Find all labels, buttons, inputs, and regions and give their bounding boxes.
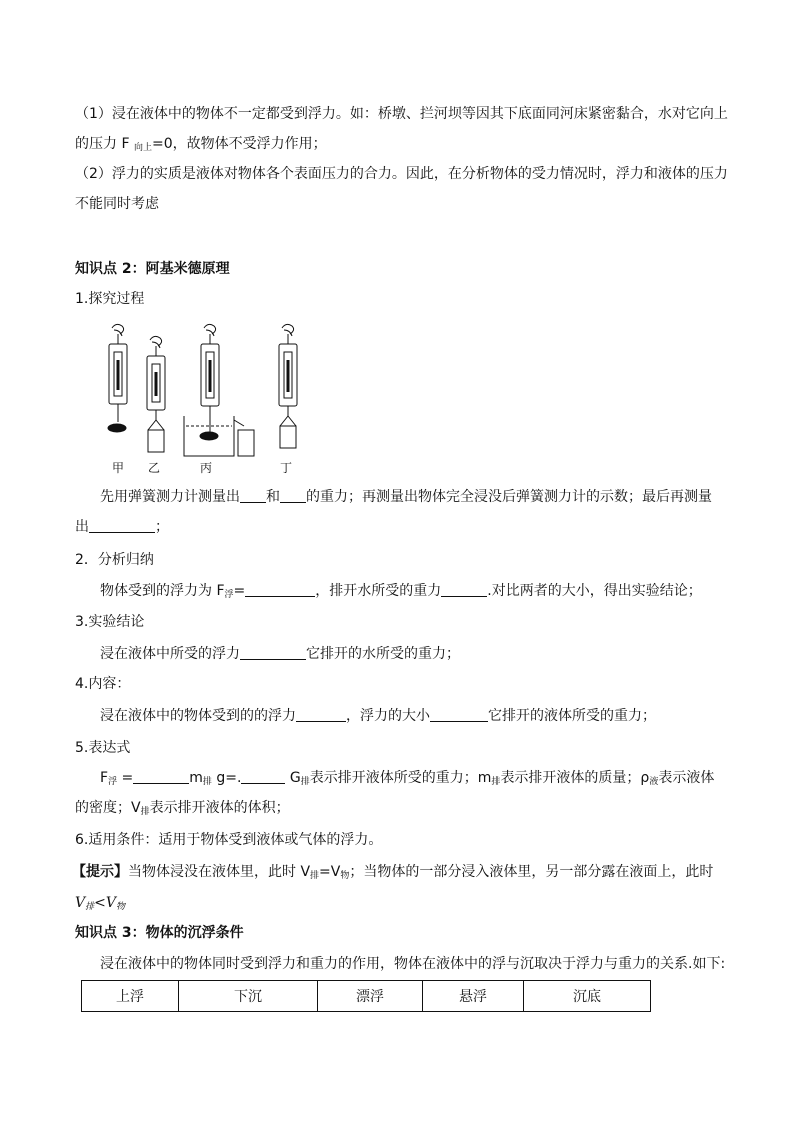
tip-sub: 排: [85, 902, 95, 912]
s5-part: =: [117, 770, 134, 786]
kp2-s5-title: 5.表达式: [75, 740, 131, 756]
figure-label-ding: 丁: [280, 461, 293, 475]
figure-label-bing: 丙: [200, 461, 213, 475]
s1-text-part: 的重力；再测量出物体完全浸没后弹簧测力计的示数；最后再测量: [306, 489, 712, 505]
intro-p1-line2: [75, 134, 327, 158]
s5-part: G: [285, 770, 301, 786]
s5-part: F: [100, 770, 109, 786]
kp2-s2-text: [100, 581, 702, 605]
tip-part: =V: [319, 864, 341, 880]
s5-part: 表示排开液体所受的重力；m: [309, 770, 492, 786]
fill-blank[interactable]: [133, 769, 189, 784]
s5-part: 表示排开液体的体积；: [149, 800, 290, 816]
table-cell: 漂浮: [318, 981, 423, 1012]
s5-sub: 排: [300, 777, 310, 787]
s5-part: g=.: [211, 770, 242, 786]
s5-part: m: [189, 770, 203, 786]
intro-p1-post: =0，故物体不受浮力作用；: [151, 136, 327, 152]
s2-text-part: 物体受到的浮力为 F: [100, 583, 225, 599]
s5-sub: 浮: [108, 777, 118, 787]
kp2-s3-title: 3.实验结论: [75, 614, 145, 630]
s1-text-part: 先用弹簧测力计测量出: [100, 489, 240, 505]
s2-text-part: ，排开水所受的重力: [315, 583, 442, 599]
tip-sub: 物: [340, 871, 350, 881]
table-row: [82, 981, 651, 1012]
kp2-s2-title: 2．分析归纳: [75, 552, 154, 568]
kp2-s4-text: [100, 706, 656, 726]
float-sink-table: [81, 980, 651, 1012]
kp2-tip-line1: [72, 862, 713, 886]
spring-scale-icon: [279, 324, 297, 448]
fill-blank[interactable]: [240, 645, 306, 660]
s4-text-part: 它排开的液体所受的重力；: [488, 708, 656, 724]
fill-blank[interactable]: [296, 707, 346, 722]
s5-sub: 液: [649, 777, 659, 787]
spring-scale-icon: [147, 336, 165, 452]
tip-part: 当物体浸没在液体里，此时 V: [128, 864, 311, 880]
fill-blank[interactable]: [430, 707, 488, 722]
spring-scale-icon: [184, 324, 254, 456]
table-cell: 沉底: [524, 981, 651, 1012]
s2-text-part: =: [233, 583, 246, 599]
kp3-text: 浸在液体中的物体同时受到浮力和重力的作用，物体在液体中的浮与沉取决于浮力与重力的关系.如下:: [100, 956, 726, 972]
kp2-s6: 6.适用条件：适用于物体受到液体或气体的浮力。: [75, 832, 383, 848]
kp2-tip-line2: [75, 893, 125, 917]
s1-text-part: 和: [266, 489, 280, 505]
s2-text-part: .对比两者的大小，得出实验结论；: [487, 583, 702, 599]
tip-sub: 排: [310, 871, 320, 881]
tip-part: V: [75, 895, 86, 911]
s4-text-part: ，浮力的大小: [346, 708, 430, 724]
intro-p2-line2: 不能同时考虑: [75, 196, 159, 212]
figure-label-jia: 甲: [112, 461, 125, 475]
fill-blank[interactable]: [441, 582, 487, 597]
kp3-heading: 知识点 3：物体的沉浮条件: [75, 925, 244, 941]
kp2-s3-text: [100, 644, 460, 664]
kp2-s1-text-line2: [75, 517, 169, 537]
experiment-figure: [90, 320, 330, 478]
s3-text-part: 它排开的水所受的重力；: [306, 646, 460, 662]
kp2-s1-text-line1: [100, 487, 712, 507]
tip-label: 【提示】: [72, 864, 128, 880]
figure-label-yi: 乙: [148, 461, 161, 475]
kp2-s4-title: 4.内容：: [75, 676, 131, 692]
fill-blank[interactable]: [89, 518, 155, 533]
s1-text-part: ；: [155, 519, 169, 535]
fill-blank[interactable]: [240, 488, 266, 503]
kp2-s5-line2: [75, 798, 290, 822]
kp2-s1-title: 1.探究过程: [75, 291, 145, 307]
s5-part: 表示排开液体的质量；ρ: [500, 770, 650, 786]
kp2-s5-line1: [100, 768, 714, 792]
fill-blank[interactable]: [245, 582, 315, 597]
s4-text-part: 浸在液体中的物体受到的的浮力: [100, 708, 296, 724]
intro-p1-sub: 向上: [133, 143, 152, 153]
fill-blank[interactable]: [241, 769, 285, 784]
s3-text-part: 浸在液体中所受的浮力: [100, 646, 240, 662]
intro-p1-line1: （1）浸在液体中的物体不一定都受到浮力。如：桥墩、拦河坝等因其下底面同河床紧密黏合，水对它向上: [75, 106, 728, 122]
s1-text-part: 出: [75, 519, 89, 535]
tip-part: <V: [94, 895, 116, 911]
s5-part: 表示液体: [658, 770, 715, 786]
s2-sub: 浮: [224, 590, 234, 600]
tip-part: ；当物体的一部分浸入液体里，另一部分露在液面上，此时: [349, 864, 714, 880]
intro-p1-pre: 的压力 F: [75, 136, 134, 152]
table-cell: 上浮: [82, 981, 179, 1012]
s5-sub: 排: [491, 777, 501, 787]
s5-sub: 排: [202, 777, 212, 787]
tip-sub: 物: [115, 902, 125, 912]
intro-p2-line1: （2）浮力的实质是液体对物体各个表面压力的合力。因此，在分析物体的受力情况时，浮力和液体的压力: [75, 166, 728, 182]
fill-blank[interactable]: [280, 488, 306, 503]
spring-scale-icon: [108, 324, 127, 432]
s5-sub: 排: [140, 807, 150, 817]
table-cell: 悬浮: [423, 981, 524, 1012]
kp2-heading: 知识点 2：阿基米德原理: [75, 261, 230, 277]
s5-part: 的密度；V: [75, 800, 141, 816]
table-cell: 下沉: [179, 981, 318, 1012]
